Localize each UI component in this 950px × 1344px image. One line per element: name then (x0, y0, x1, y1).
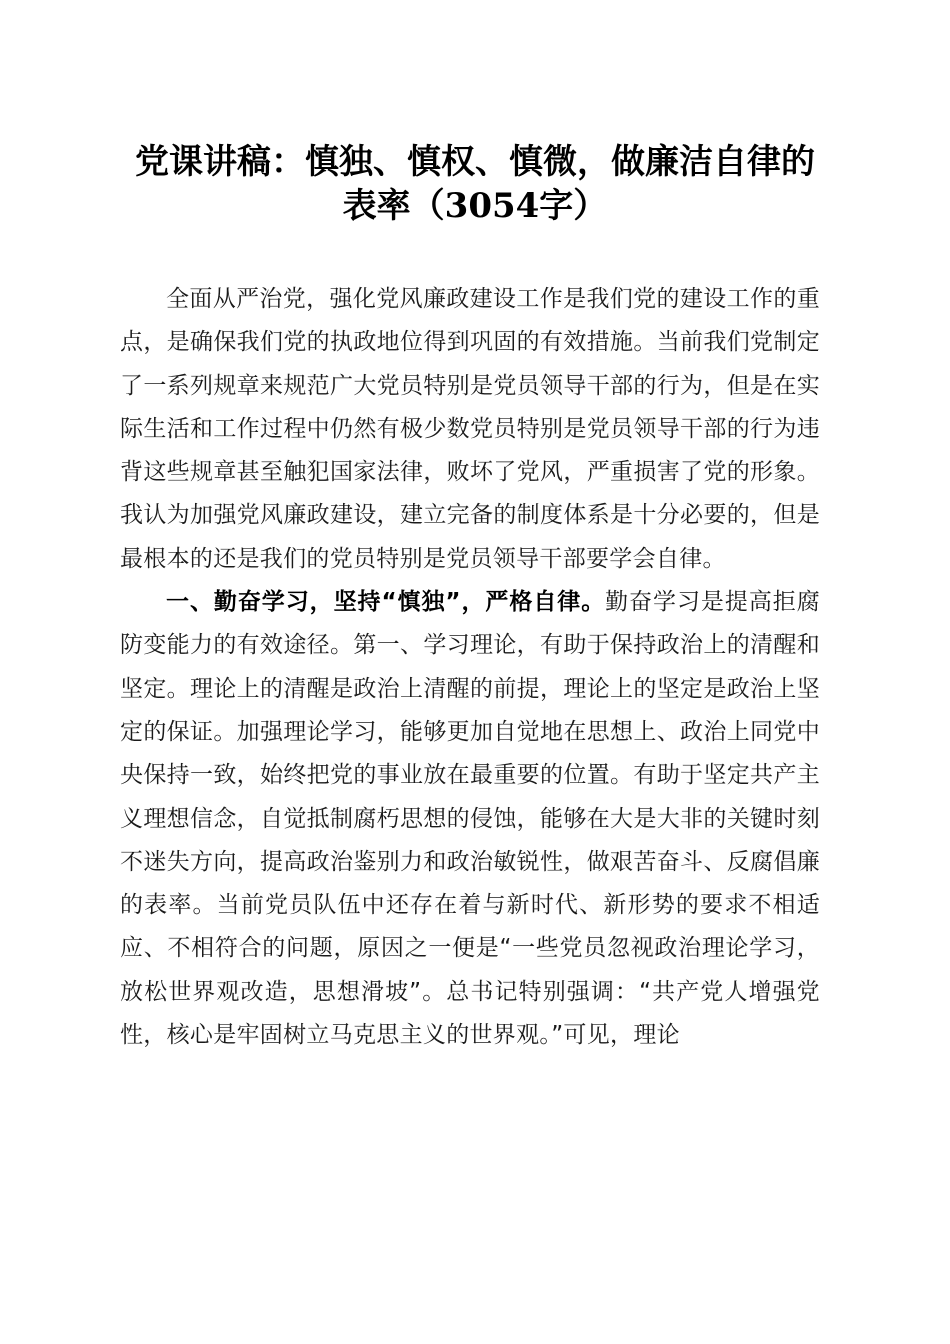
section-1-body: 勤奋学习是提高拒腐防变能力的有效途径。第一、学习理论，有助于保持政治上的清醒和坚定。理论上的清醒是政治上清醒的前提，理论上的坚定是政治上坚定的保证。加强理论学习，能够更加自觉地在思想上、政治上同党中央保持一致，始终把党的事业放在最重要的位置。有助于坚定共产主义理想信念，自觉抵制腐朽思想的侵蚀，能够在大是大非的关键时刻不迷失方向，提高政治鉴别力和政治敏锐性，做艰苦奋斗、反腐倡廉的表率。当前党员队伍中还存在着与新时代、新形势的要求不相适应、不相符合的问题，原因之一便是“一些党员忽视政治理论学习，放松世界观改造，思想滑坡”。总书记特别强调：“共产党人增强党性，核心是牢固树立马克思主义的世界观。”可见，理论 (120, 589, 820, 1049)
intro-paragraph: 全面从严治党，强化党风廉政建设工作是我们党的建设工作的重点，是确保我们党的执政地位得到巩固的有效措施。当前我们党制定了一系列规章来规范广大党员特别是党员领导干部的行为，但是在实际生活和工作过程中仍然有极少数党员特别是党员领导干部的行为违背这些规章甚至触犯国家法律，败坏了党风，严重损害了党的形象。我认为加强党风廉政建设，建立完备的制度体系是十分必要的，但是最根本的还是我们的党员特别是党员领导干部要学会自律。 (120, 286, 820, 572)
document-title (100, 140, 850, 228)
title-line-1: 党课讲稿：慎独、慎权、慎微，做廉洁自律的 (135, 142, 815, 182)
document-body (120, 278, 820, 1057)
section-1-heading: 一、勤奋学习，坚持“慎独”，严格自律。 (166, 589, 606, 616)
section-1-paragraph (120, 581, 820, 1057)
title-line-2: 表率（3054字） (342, 186, 608, 226)
